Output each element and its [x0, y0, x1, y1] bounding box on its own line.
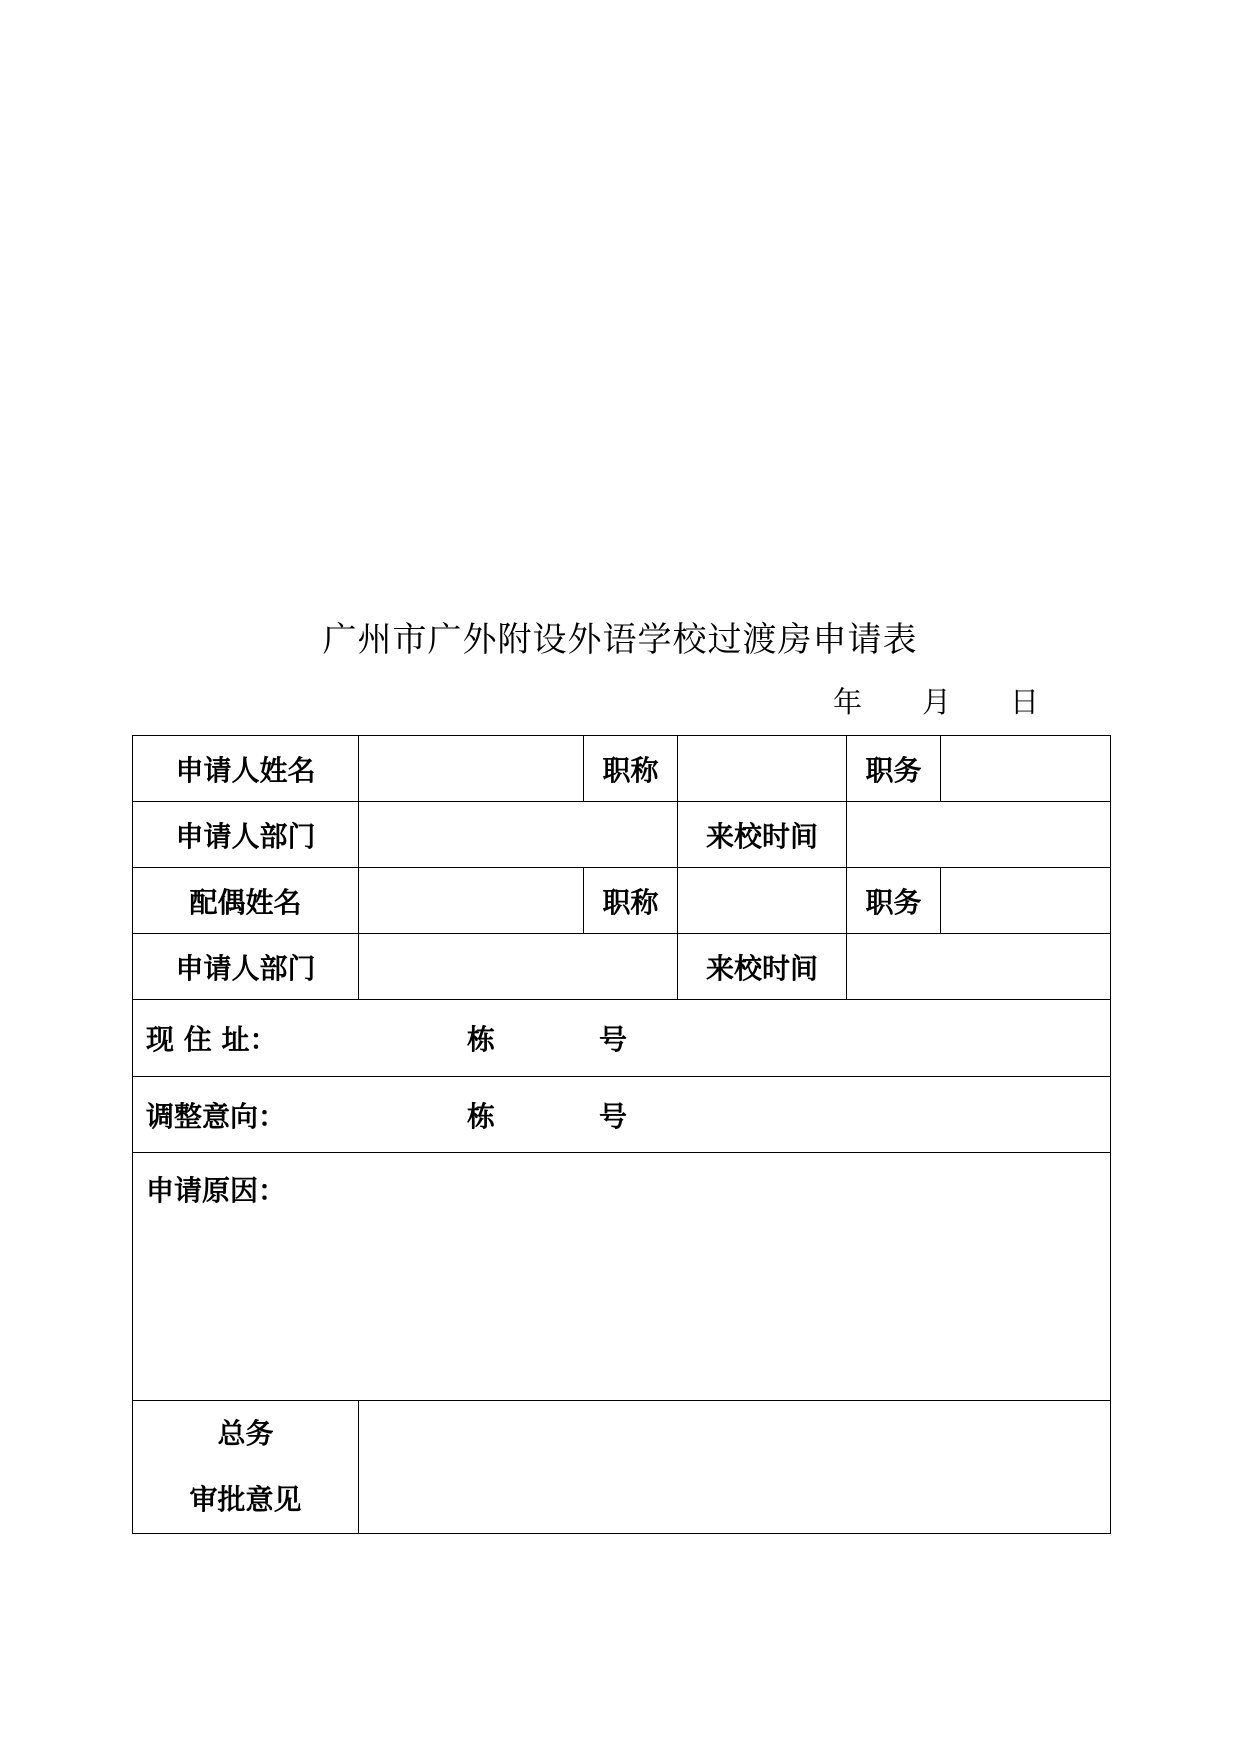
application-form-table: [132, 735, 1111, 1534]
current-number-label: 号: [599, 1023, 628, 1056]
position-label: 职务: [847, 736, 941, 802]
adjustment-cell[interactable]: [133, 1077, 1111, 1153]
form-row-current-address: [133, 1000, 1111, 1077]
applicant-name-field[interactable]: [359, 736, 584, 802]
spouse-position-label: 职务: [847, 868, 941, 934]
date-day-label: 日: [1010, 685, 1040, 719]
date-year-label: 年: [833, 685, 863, 719]
spouse-title-label: 职称: [584, 868, 678, 934]
arrival-time-label-2: 来校时间: [678, 934, 847, 1000]
adjustment-building-label: 栋: [467, 1099, 496, 1133]
department-label: 申请人部门: [133, 802, 359, 868]
form-row-reason: [133, 1153, 1111, 1401]
form-row-department: [133, 802, 1111, 868]
approval-label-line1: 总务: [217, 1417, 274, 1450]
spouse-position-field[interactable]: [941, 868, 1111, 934]
form-row-department-2: [133, 934, 1111, 1000]
title-label: 职称: [584, 736, 678, 802]
approval-label-line2: 审批意见: [189, 1483, 302, 1516]
department-label-2: 申请人部门: [133, 934, 359, 1000]
form-row-adjustment: [133, 1077, 1111, 1153]
arrival-time-field-2[interactable]: [847, 934, 1111, 1000]
date-month-label: 月: [922, 685, 952, 719]
arrival-time-label: 来校时间: [678, 802, 847, 868]
department-field[interactable]: [359, 802, 678, 868]
adjustment-label: 调整意向：: [146, 1099, 287, 1133]
spouse-name-label: 配偶姓名: [133, 868, 359, 934]
spouse-name-field[interactable]: [359, 868, 584, 934]
form-row-applicant: [133, 736, 1111, 802]
department-field-2[interactable]: [359, 934, 678, 1000]
approval-label: [133, 1401, 359, 1534]
title-field[interactable]: [678, 736, 847, 802]
adjustment-number-label: 号: [599, 1099, 628, 1133]
applicant-name-label: 申请人姓名: [133, 736, 359, 802]
page-title: 广州市广外附设外语学校过渡房申请表: [322, 620, 918, 660]
arrival-time-field[interactable]: [847, 802, 1111, 868]
form-row-approval: [133, 1401, 1111, 1534]
current-building-label: 栋: [467, 1023, 496, 1056]
reason-label: 申请原因：: [146, 1174, 287, 1207]
current-address-cell[interactable]: [133, 1000, 1111, 1077]
reason-field[interactable]: [133, 1153, 1111, 1401]
current-address-label: 现 住 址：: [146, 1023, 278, 1056]
form-row-spouse: [133, 868, 1111, 934]
position-field[interactable]: [941, 736, 1111, 802]
approval-field[interactable]: [359, 1401, 1111, 1534]
spouse-title-field[interactable]: [678, 868, 847, 934]
